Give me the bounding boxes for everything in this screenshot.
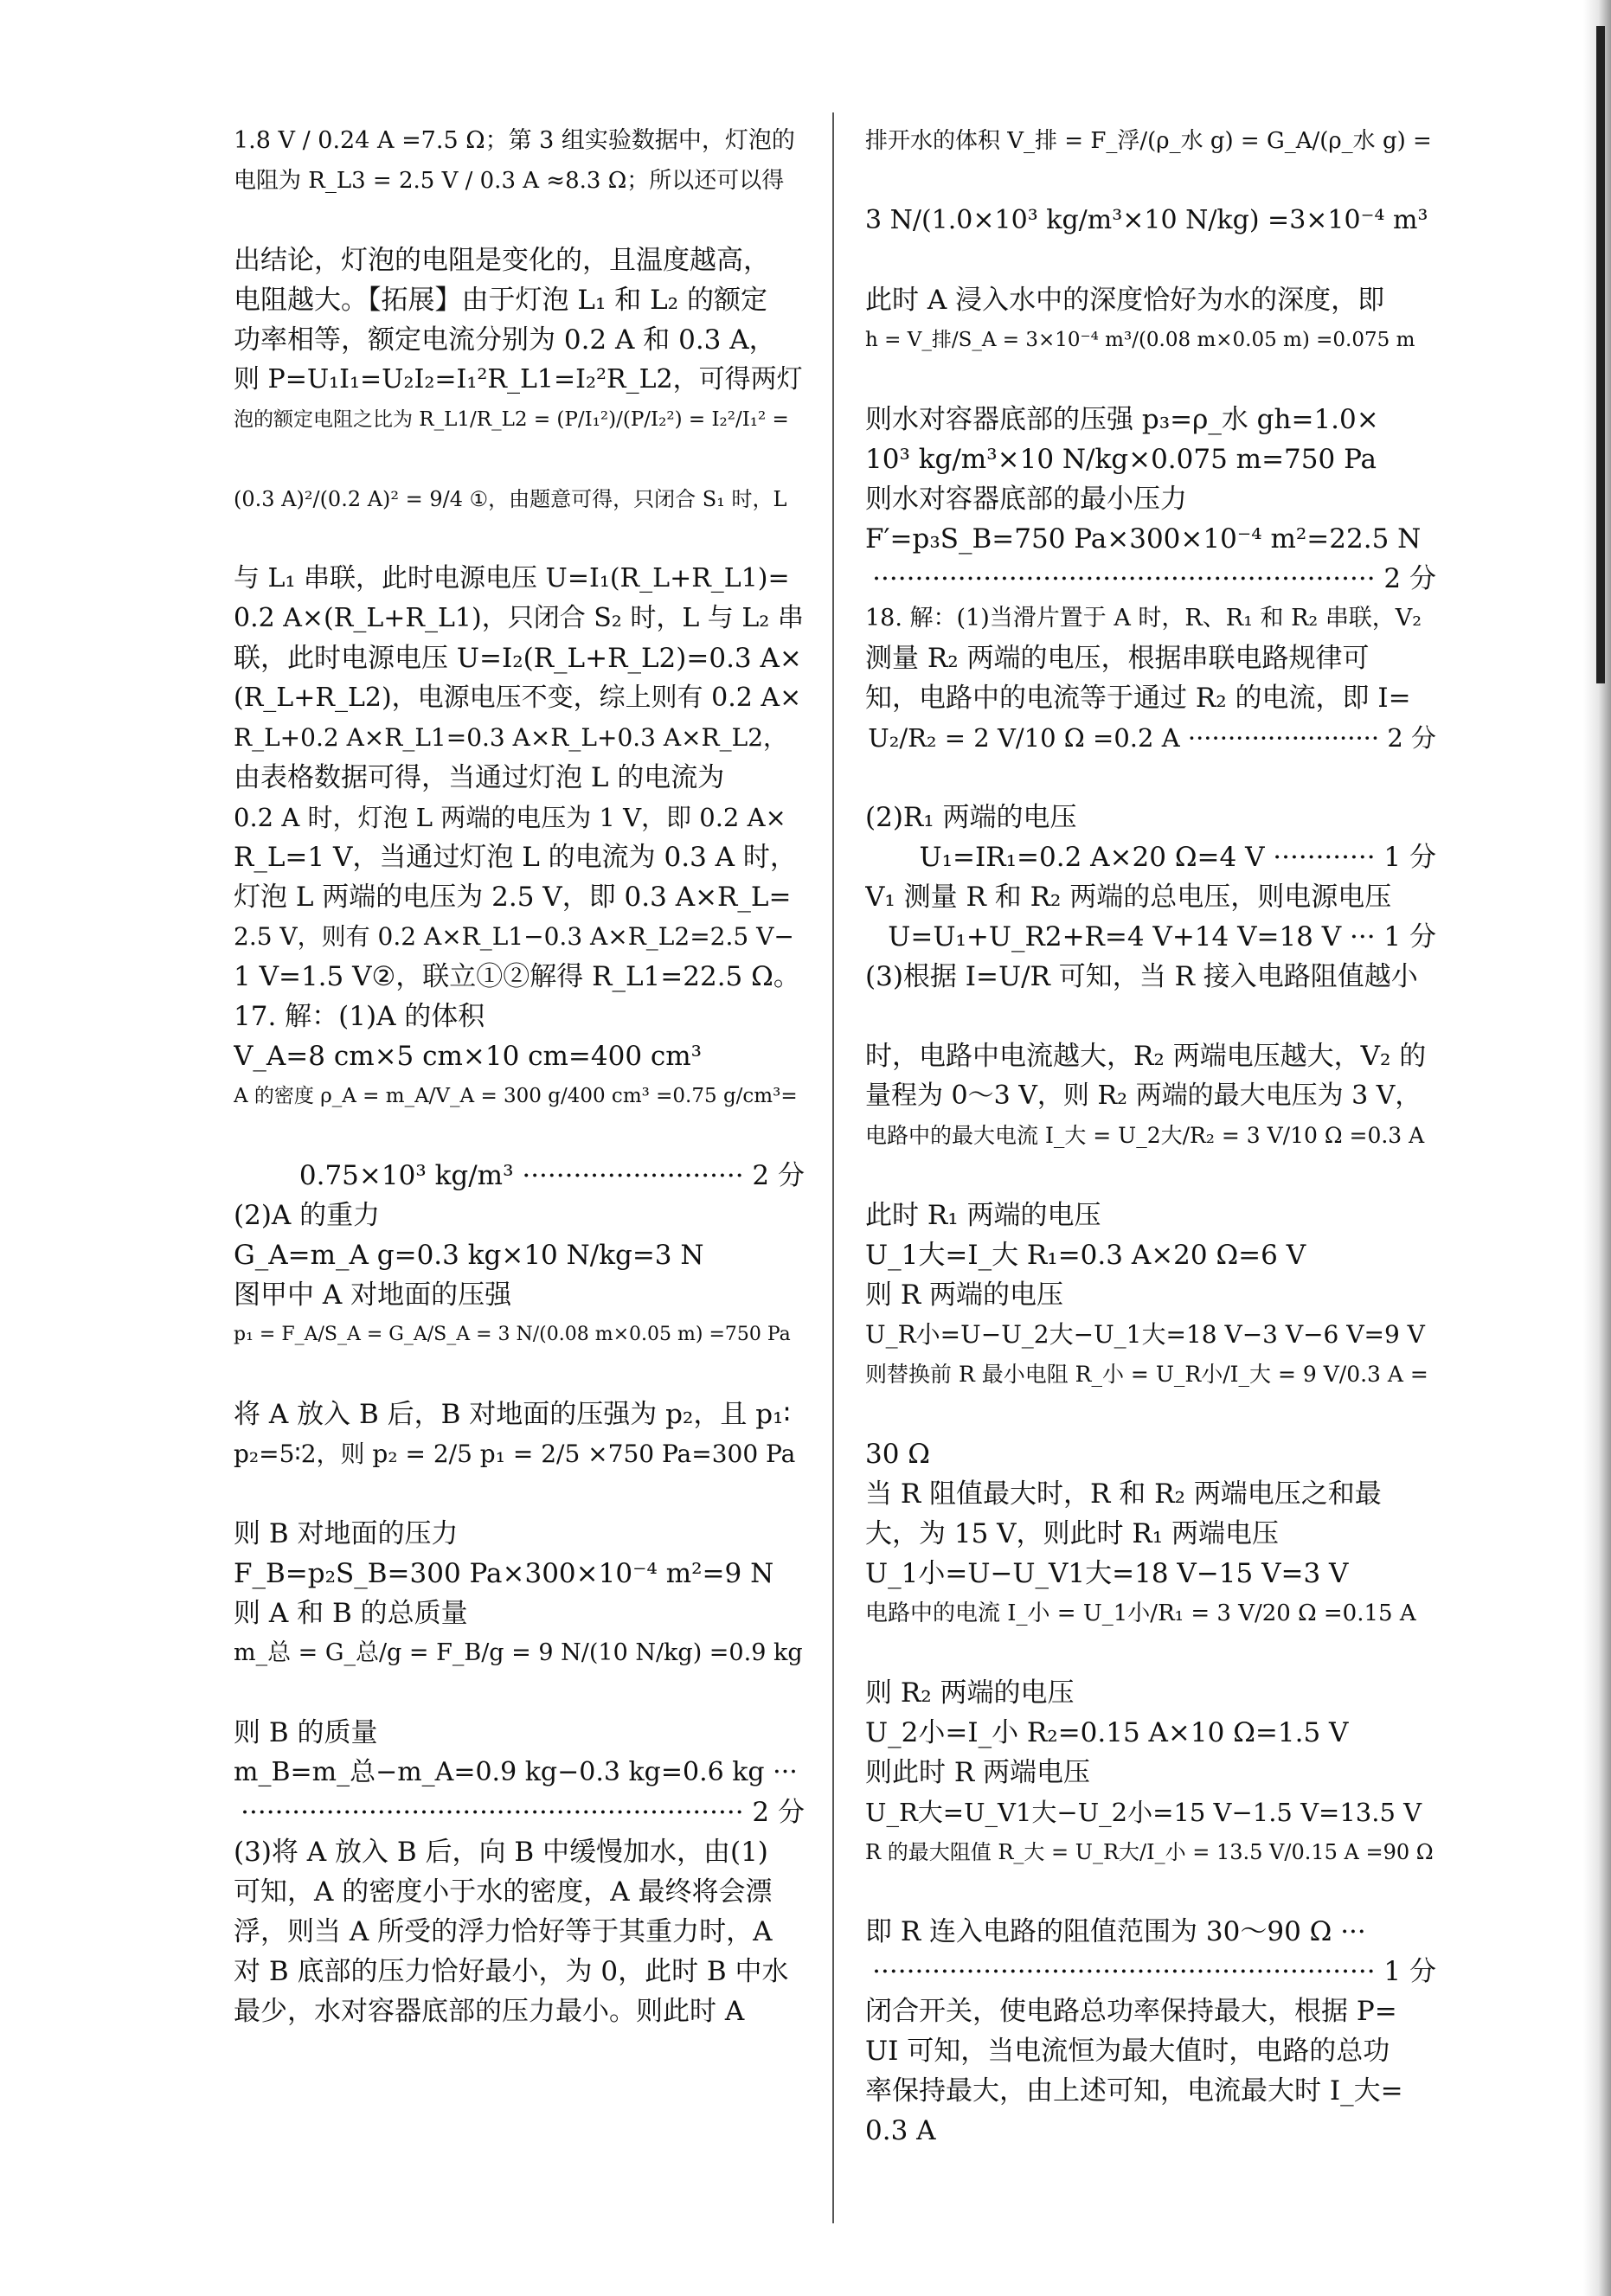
left-column-line: m_B=m_总−m_A=0.9 kg−0.3 kg=0.6 kg ··· xyxy=(234,1757,798,1787)
right-column-line: 排开水的体积 V_排 = F_浮/(ρ_水 g) = G_A/(ρ_水 g) = xyxy=(865,128,1432,154)
right-column-line: U=U₁+U_R2+R=4 V+14 V=18 V ··· 1 分 xyxy=(888,921,1436,952)
right-column-line: 知，电路中的电流等于通过 R₂ 的电流，即 I= xyxy=(865,683,1411,714)
right-column-line: U_R大=U_V1大−U_2小=15 V−1.5 V=13.5 V xyxy=(865,1798,1422,1827)
left-column-line: 可知，A 的密度小于水的密度，A 最终将会漂 xyxy=(234,1876,773,1908)
page-edge-mark xyxy=(1596,26,1605,683)
left-column-line: 0.75×10³ kg/m³ ·························· 2 分 xyxy=(298,1160,805,1191)
right-column-line: 时，电路中电流越大，R₂ 两端电压越大，V₂ 的 xyxy=(865,1041,1427,1072)
right-column-line: 则 R₂ 两端的电压 xyxy=(865,1677,1075,1709)
right-column-line: 即 R 连入电路的阻值范围为 30～90 Ω ··· xyxy=(865,1916,1366,1947)
right-column-line: R 的最大阻值 R_大 = U_R大/I_小 = 13.5 V/0.15 A =90 Ω xyxy=(865,1840,1434,1864)
left-column xyxy=(234,121,805,2031)
left-column-line: 电阻为 R_L3 = 2.5 V / 0.3 A ≈8.3 Ω；所以还可以得 xyxy=(234,168,785,194)
left-column-line: 1 V=1.5 V②，联立①②解得 R_L1=22.5 Ω。 xyxy=(234,961,800,992)
left-column-line: (2)A 的重力 xyxy=(234,1200,381,1231)
left-column-line: 泡的额定电阻之比为 R_L1/R_L2 = (P/I₁²)/(P/I₂²) = I₂²/I₁² = xyxy=(234,408,789,431)
left-column-line: 电阻越大。【拓展】由于灯泡 L₁ 和 L₂ 的额定 xyxy=(234,285,767,316)
left-column-line: p₁ = F_A/S_A = G_A/S_A = 3 N/(0.08 m×0.05 m) =750 Pa xyxy=(234,1324,791,1345)
right-column-line: 此时 R₁ 两端的电压 xyxy=(865,1200,1101,1231)
right-column-line: 电路中的最大电流 I_大 = U_2大/R₂ = 3 V/10 Ω =0.3 A xyxy=(865,1123,1425,1148)
right-column-line: 闭合开关，使电路总功率保持最大，根据 P= xyxy=(865,1996,1397,2027)
left-column-line: R_L+0.2 A×R_L1=0.3 A×R_L+0.3 A×R_L2， xyxy=(234,723,788,752)
right-column-line: 率保持最大，由上述可知，电流最大时 I_大= xyxy=(865,2075,1403,2107)
left-column-line: 对 B 底部的压力恰好最小，为 0，此时 B 中水 xyxy=(234,1956,789,1987)
left-column-line: 将 A 放入 B 后，B 对地面的压强为 p₂，且 p₁∶ xyxy=(234,1399,791,1430)
left-column-line: 联，此时电源电压 U=I₂(R_L+R_L2)=0.3 A× xyxy=(234,643,802,674)
right-column-line: (3)根据 I=U/R 可知，当 R 接入电路阻值越小 xyxy=(865,961,1418,992)
left-column-line: F_B=p₂S_B=300 Pa×300×10⁻⁴ m²=9 N xyxy=(234,1558,774,1589)
left-column-line: 2.5 V，则有 0.2 A×R_L1−0.3 A×R_L2=2.5 V− xyxy=(234,922,794,951)
right-column-line: U₂/R₂ = 2 V/10 Ω =0.2 A ························ 2 分 xyxy=(868,723,1436,753)
left-column-line: 最少，水对容器底部的压力最小。则此时 A xyxy=(234,1996,745,2027)
left-column-line: V_A=8 cm×5 cm×10 cm=400 cm³ xyxy=(234,1041,703,1072)
right-column-line: (2)R₁ 两端的电压 xyxy=(865,802,1077,833)
left-column-line: 则 B 对地面的压力 xyxy=(234,1518,459,1549)
right-column-line: 则水对容器底部的最小压力 xyxy=(865,484,1187,515)
right-column-line: h = V_排/S_A = 3×10⁻⁴ m³/(0.08 m×0.05 m) =0.075 m xyxy=(865,329,1415,351)
left-column-line: p₂=5∶2，则 p₂ = 2/5 p₁ = 2/5 ×750 Pa=300 Pa xyxy=(234,1440,796,1468)
left-column-line: 则 P=U₁I₁=U₂I₂=I₁²R_L1=I₂²R_L2，可得两灯 xyxy=(234,364,803,394)
left-column-line: 0.2 A 时，灯泡 L 两端的电压为 1 V，即 0.2 A× xyxy=(234,803,786,832)
left-column-line: (3)将 A 放入 B 后，向 B 中缓慢加水，由(1) xyxy=(234,1837,768,1868)
left-column-line: 则 B 的质量 xyxy=(234,1717,378,1748)
left-column-line: 图甲中 A 对地面的压强 xyxy=(234,1279,512,1311)
right-column-line: 10³ kg/m³×10 N/kg×0.075 m=750 Pa xyxy=(865,444,1377,475)
right-column-line: 则替换前 R 最小电阻 R_小 = U_R小/I_大 = 9 V/0.3 A = xyxy=(865,1362,1428,1387)
right-column-line: U₁=IR₁=0.2 A×20 Ω=4 V ············ 1 分 xyxy=(919,842,1436,873)
right-column-line: 测量 R₂ 两端的电压，根据串联电路规律可 xyxy=(865,643,1370,674)
left-column-line: G_A=m_A g=0.3 kg×10 N/kg=3 N xyxy=(234,1240,704,1271)
left-column-line: 浮，则当 A 所受的浮力恰好等于其重力时，A xyxy=(234,1916,773,1947)
left-column-line: 由表格数据可得，当通过灯泡 L 的电流为 xyxy=(234,762,725,793)
left-column-line: (R_L+R_L2)，电源电压不变，综上则有 0.2 A× xyxy=(234,683,802,713)
right-column-line: 则此时 R 两端电压 xyxy=(865,1757,1091,1788)
right-column xyxy=(865,121,1436,2151)
right-column-line: ··························································· 2 分 xyxy=(872,563,1436,594)
right-column-line: 当 R 阻值最大时，R 和 R₂ 两端电压之和最 xyxy=(865,1478,1382,1510)
right-column-line: 量程为 0～3 V，则 R₂ 两端的最大电压为 3 V， xyxy=(865,1081,1422,1111)
right-column-line: 18. 解：(1)当滑片置于 A 时，R、R₁ 和 R₂ 串联，V₂ xyxy=(865,605,1422,632)
left-column-line: ··························································· 2 分 xyxy=(241,1797,805,1828)
right-column-line: 则水对容器底部的压强 p₃=ρ_水 gh=1.0× xyxy=(865,404,1379,435)
left-column-line: 灯泡 L 两端的电压为 2.5 V，即 0.3 A×R_L= xyxy=(234,882,792,913)
left-column-line: 则 A 和 B 的总质量 xyxy=(234,1598,468,1629)
right-column-line: U_R小=U−U_2大−U_1大=18 V−3 V−6 V=9 V xyxy=(865,1320,1425,1349)
right-column-line: 电路中的电流 I_小 = U_1小/R₁ = 3 V/20 Ω =0.15 A xyxy=(865,1600,1416,1626)
left-column-line: 出结论，灯泡的电阻是变化的，且温度越高， xyxy=(234,245,770,276)
left-column-line: m_总 = G_总/g = F_B/g = 9 N/(10 N/kg) =0.9 kg xyxy=(234,1639,803,1666)
right-column-line: 0.3 A xyxy=(865,2115,936,2146)
left-column-line: 1.8 V / 0.24 A =7.5 Ω；第 3 组实验数据中，灯泡的 xyxy=(234,127,795,154)
left-column-line: (0.3 A)²/(0.2 A)² = 9/4 ①，由题意可得，只闭合 S₁ 时，L xyxy=(234,487,787,511)
left-column-line: 功率相等，额定电流分别为 0.2 A 和 0.3 A， xyxy=(234,324,776,356)
right-column-line: V₁ 测量 R 和 R₂ 两端的总电压，则电源电压 xyxy=(865,882,1392,913)
right-column-line: U_1小=U−U_V1大=18 V−15 V=3 V xyxy=(865,1558,1349,1589)
left-column-line: 17. 解：(1)A 的体积 xyxy=(234,1001,485,1032)
left-column-line: 0.2 A×(R_L+R_L1)，只闭合 S₂ 时，L 与 L₂ 串 xyxy=(234,603,804,633)
right-column-line: 此时 A 浸入水中的深度恰好为水的深度，即 xyxy=(865,285,1385,316)
right-column-line: U_2小=I_小 R₂=0.15 A×10 Ω=1.5 V xyxy=(865,1717,1349,1748)
column-divider xyxy=(832,112,834,2223)
right-column-line: U_1大=I_大 R₁=0.3 A×20 Ω=6 V xyxy=(865,1240,1306,1271)
right-column-line: 则 R 两端的电压 xyxy=(865,1279,1064,1311)
right-column-line: F′=p₃S_B=750 Pa×300×10⁻⁴ m²=22.5 N xyxy=(865,523,1422,555)
left-column-line: 与 L₁ 串联，此时电源电压 U=I₁(R_L+R_L1)= xyxy=(234,563,790,593)
right-column-line: 30 Ω xyxy=(865,1439,931,1470)
right-column-line: 大，为 15 V，则此时 R₁ 两端电压 xyxy=(865,1518,1280,1549)
right-column-line: ··························································· 1 分 xyxy=(872,1956,1436,1987)
left-column-line: A 的密度 ρ_A = m_A/V_A = 300 g/400 cm³ =0.75 g/cm³= xyxy=(234,1085,798,1107)
right-column-line: UI 可知，当电流恒为最大值时，电路的总功 xyxy=(865,2036,1390,2067)
left-column-line: R_L=1 V，当通过灯泡 L 的电流为 0.3 A 时， xyxy=(234,842,797,873)
right-column-line: 3 N/(1.0×10³ kg/m³×10 N/kg) =3×10⁻⁴ m³ xyxy=(865,205,1428,235)
